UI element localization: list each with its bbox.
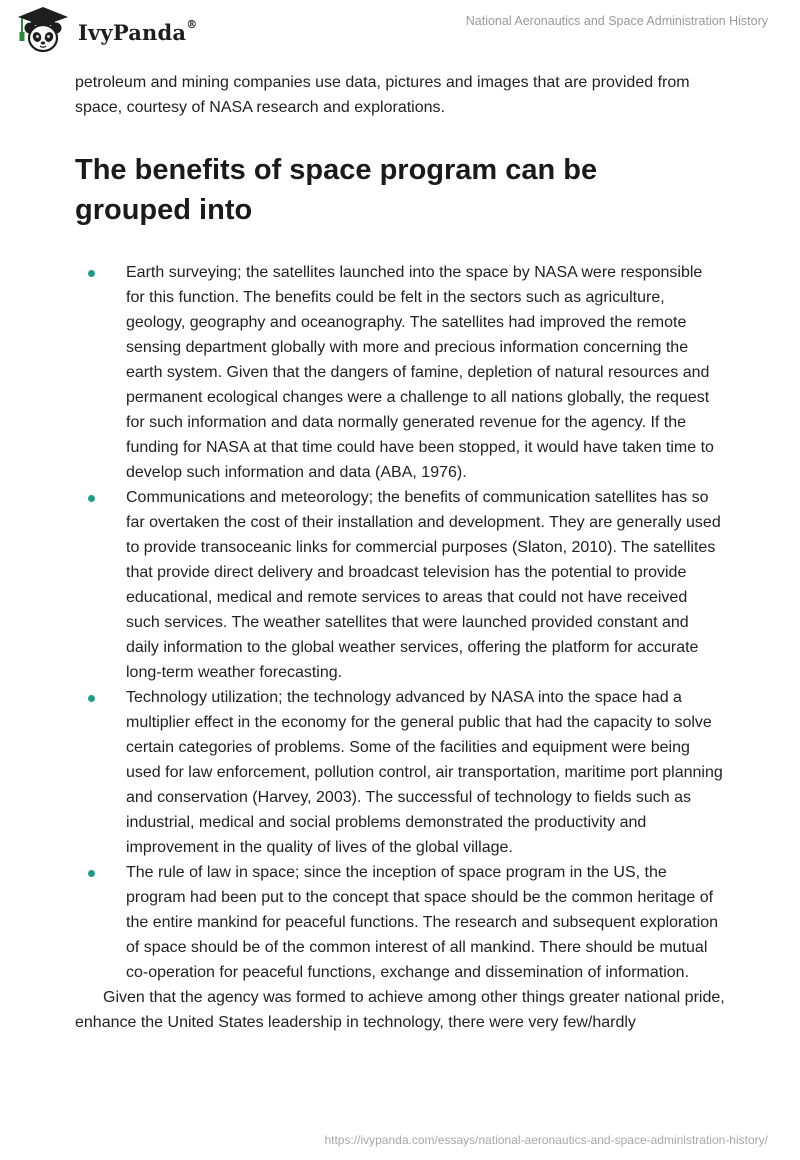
list-item-text: The rule of law in space; since the inception of space program in the US, the program had been put to the concept that space should be the common heritage of the entire mankind for peaceful functions. The research and subsequent exploration of space should be of the common interest of all mankind. There should be mutual co-operation for peaceful functions, exchange and dissemination of information. [126, 864, 719, 981]
list-item-text: Technology utilization; the technology advanced by NASA into the space had a multiplier effect in the economy for the general public that had the capacity to solve certain categories of problems. Some of the facilities and equipment were being used for law enforcement, pollution control, air transportation, maritime port planning and conservation (Harvey, 2003). The successful of technology to fields such as industrial, medical and social problems demonstrated the productivity and improvement in the quality of lives of the global village. [126, 689, 723, 856]
closing-paragraph: Given that the agency was formed to achieve among other things greater national pride, enhance the United States leadership in technology, there were very few/hardly [75, 989, 725, 1031]
brand-logo[interactable] [14, 6, 197, 56]
essay-content [75, 70, 725, 1035]
list-item [75, 260, 725, 485]
bullet-dot-icon [88, 870, 95, 877]
list-item [75, 860, 725, 985]
list-item [75, 485, 725, 685]
panda-graduate-icon [14, 6, 72, 56]
bullet-dot-icon [88, 695, 95, 702]
bullet-dot-icon [88, 495, 95, 502]
brand-name: IvyPanda® [78, 17, 198, 45]
benefits-list [75, 260, 725, 985]
intro-paragraph: petroleum and mining companies use data, pictures and images that are provided from space, courtesy of NASA research and explorations. [75, 74, 690, 116]
page-header [0, 0, 800, 60]
document-title: National Aeronautics and Space Administration History [465, 14, 768, 28]
section-heading: The benefits of space program can be grouped into [75, 154, 598, 226]
list-item-text: Communications and meteorology; the benefits of communication satellites has so far overtaken the cost of their installation and development. They are generally used to provide transoceanic links for commercial purposes (Slaton, 2010). The satellites that provide direct delivery and broadcast television has the potential to provide educational, medical and remote services to areas that could not have received such services. The weather satellites that were launched provided constant and daily information to the global weather services, offering the platform for accurate long-term weather forecasting. [126, 489, 721, 681]
source-url-link[interactable]: https://ivypanda.com/essays/national-aeronautics-and-space-administration-history/ [324, 1133, 768, 1147]
registered-mark: ® [186, 17, 198, 31]
bullet-dot-icon [88, 270, 95, 277]
list-item [75, 685, 725, 860]
list-item-text: Earth surveying; the satellites launched into the space by NASA were responsible for this function. The benefits could be felt in the sectors such as agriculture, geology, geography and oceanography. The satellites had improved the remote sensing department globally with more and precious information concerning the earth system. Given that the dangers of famine, depletion of natural resources and permanent ecological changes were a challenge to all nations globally, the request for such information and data normally generated revenue for the agency. If the funding for NASA at that time could have been stopped, it would have taken time to develop such information and data (ABA, 1976). [126, 264, 714, 481]
